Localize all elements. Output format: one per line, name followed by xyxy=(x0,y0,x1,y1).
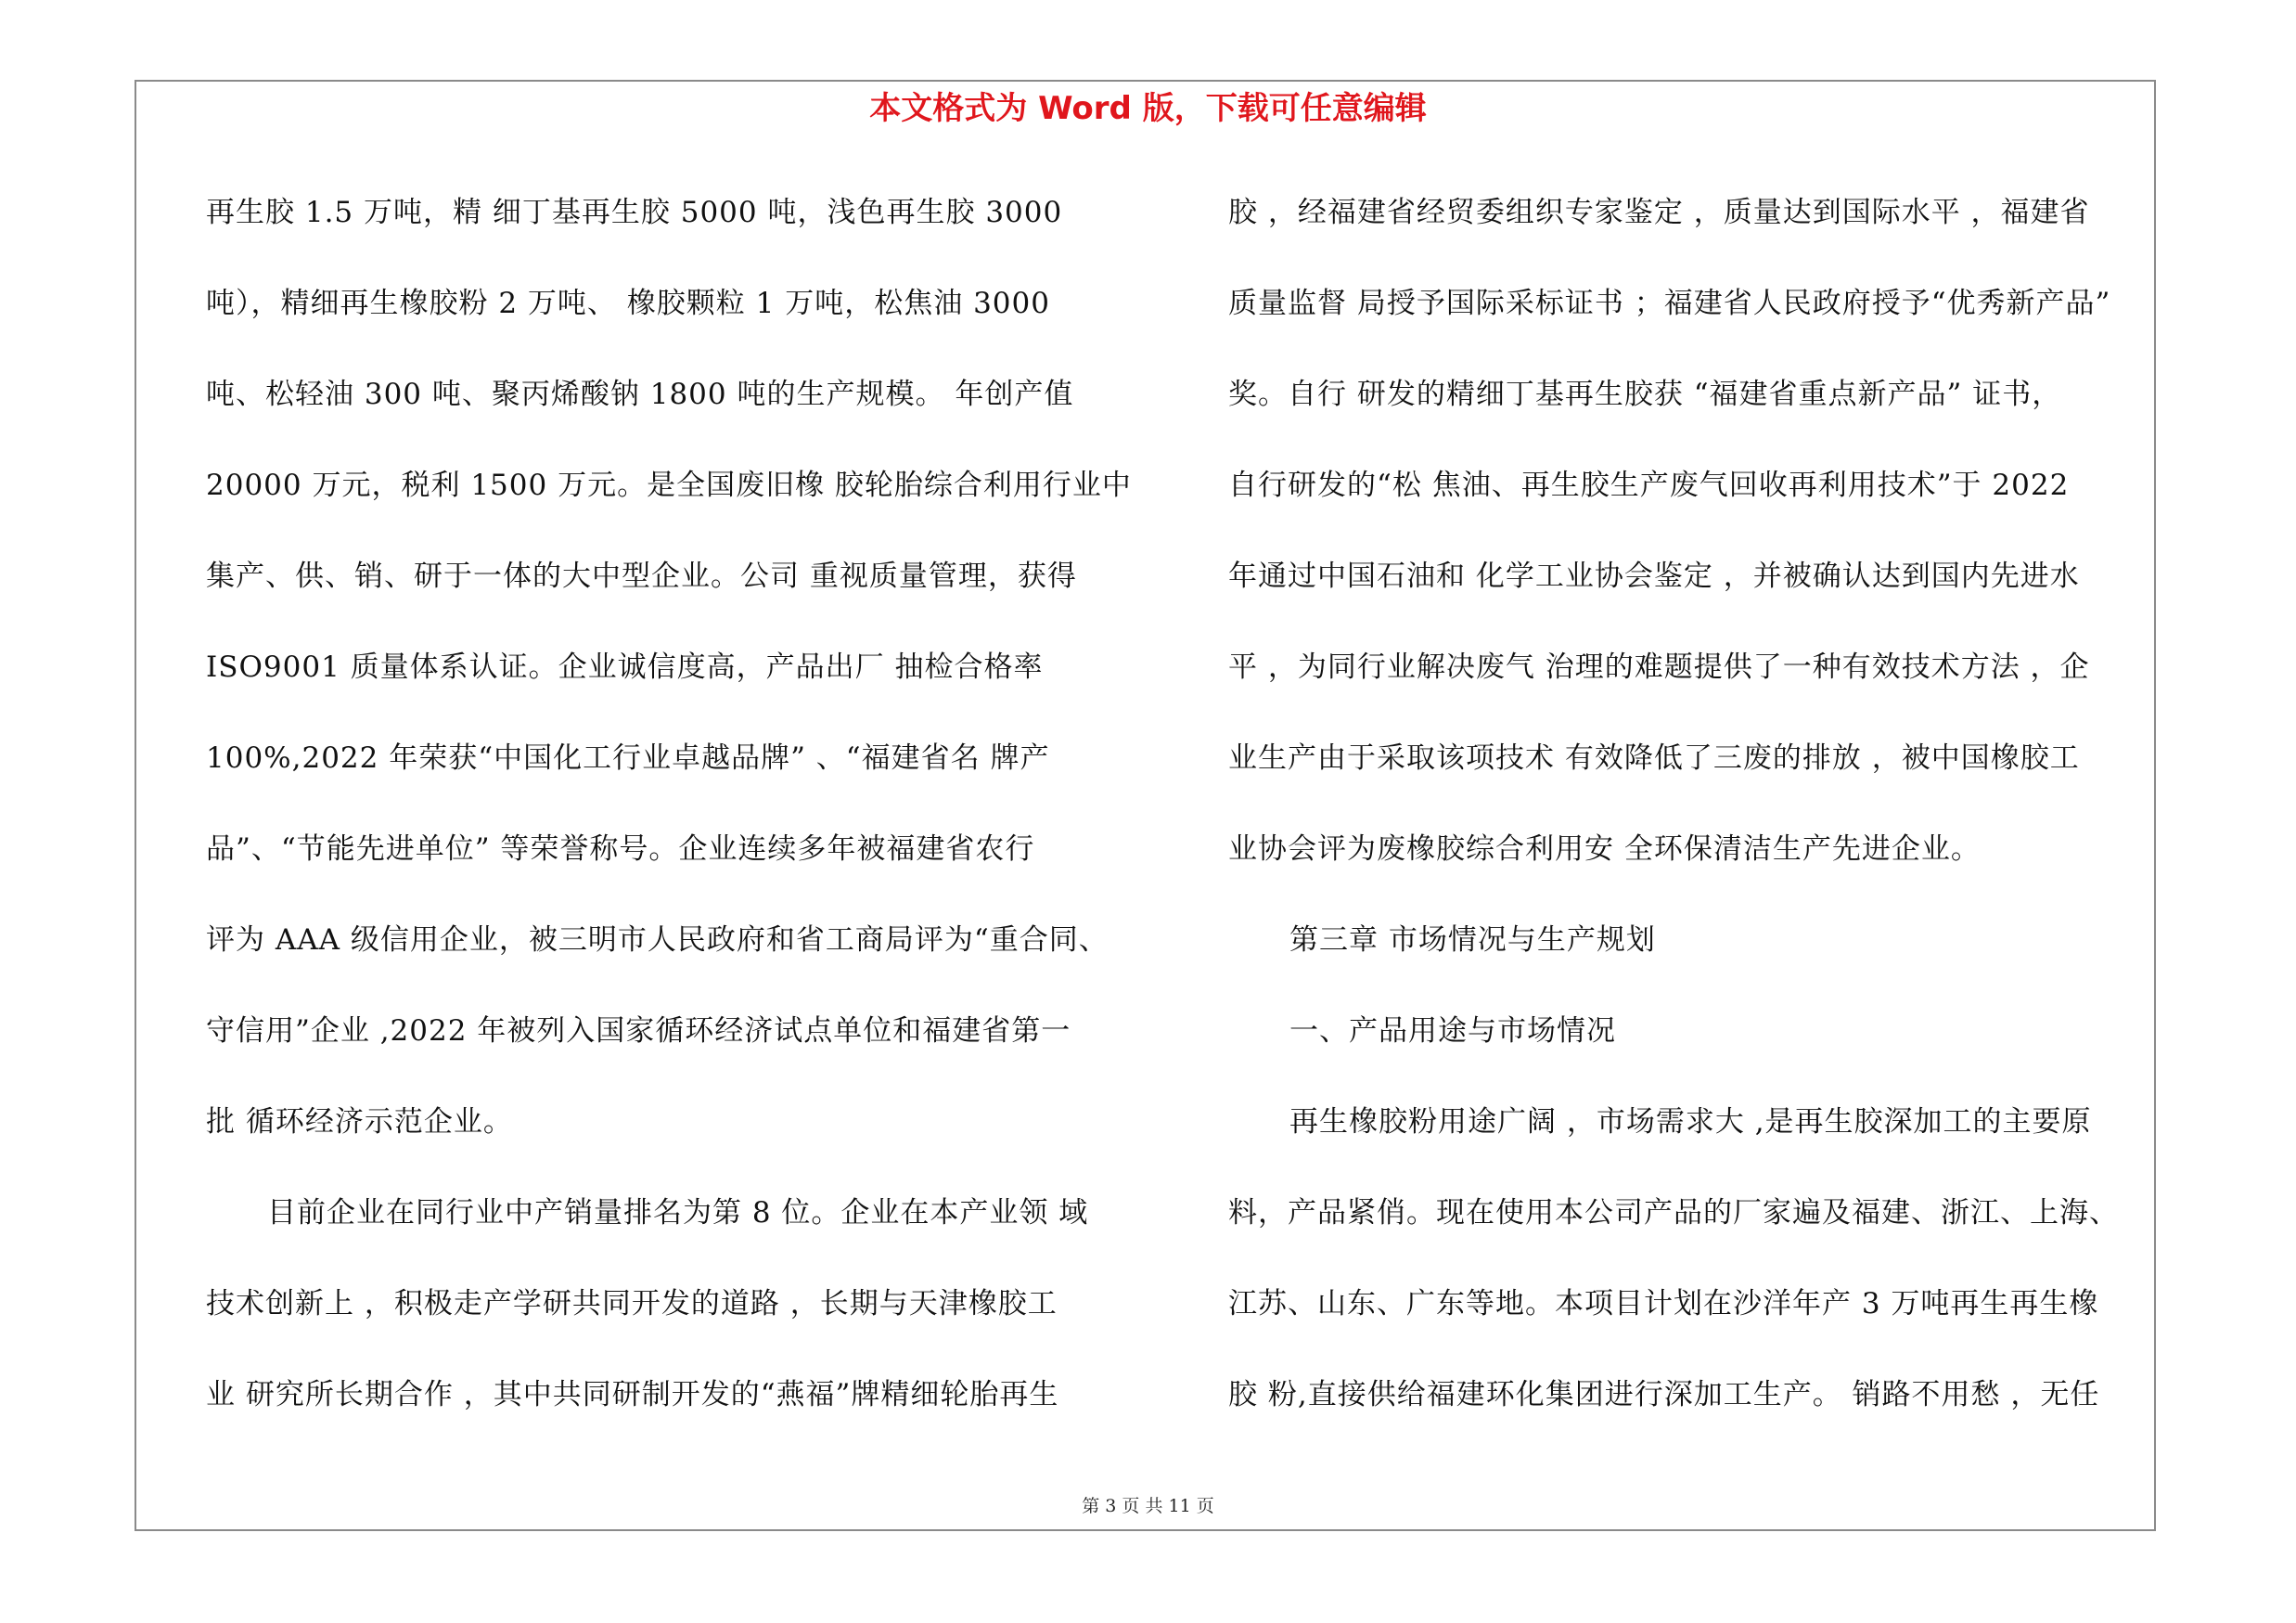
text-line: 质量监督 局授予国际采标证书 ；福建省人民政府授予“优秀新产品” xyxy=(1228,287,2111,320)
text-line: 守信用”企业 ,2022 年被列入国家循环经济试点单位和福建省第一 xyxy=(206,1014,1071,1048)
text-line: ISO9001 质量体系认证。企业诚信度高，产品出厂 抽检合格率 xyxy=(206,650,1044,684)
right-text-column xyxy=(1228,185,2156,1458)
text-line: 评为 AAA 级信用企业，被三明市人民政府和省工商局评为“重合同、 xyxy=(206,923,1109,957)
text-line: 再生胶 1.5 万吨，精 细丁基再生胶 5000 吨，浅色再生胶 3000 xyxy=(206,196,1063,229)
text-line: 批 循环经济示范企业。 xyxy=(206,1105,513,1139)
text-line: 胶 ，经福建省经贸委组织专家鉴定 ，质量达到国际水平 ，福建省 xyxy=(1228,196,2090,229)
text-line: 自行研发的“松 焦油、再生胶生产废气回收再利用技术”于 2022 xyxy=(1228,469,2070,502)
text-line: 年通过中国石油和 化学工业协会鉴定 ，并被确认达到国内先进水 xyxy=(1228,560,2080,593)
header-banner: 本文格式为 Word 版，下载可任意编辑 xyxy=(869,90,1427,127)
text-line: 100%,2022 年荣获“中国化工行业卓越品牌” 、“福建省名 牌产 xyxy=(206,741,1050,775)
text-line: 业 研究所长期合作 ，其中共同研制开发的“燕福”牌精细轮胎再生 xyxy=(206,1378,1059,1411)
paragraph-start-line: 目前企业在同行业中产销量排名为第 8 位。企业在本产业领 域 xyxy=(267,1196,1089,1230)
left-text-column xyxy=(206,185,1154,1458)
section-heading: 一、产品用途与市场情况 xyxy=(1289,1014,1616,1048)
text-line: 奖。自行 研发的精细丁基再生胶获 “福建省重点新产品” 证书， xyxy=(1228,378,2062,411)
text-line: 业生产由于采取该项技术 有效降低了三废的排放 ，被中国橡胶工 xyxy=(1228,741,2080,775)
text-line: 料，产品紧俏。现在使用本公司产品的厂家遍及福建、浙江、上海、 xyxy=(1228,1196,2119,1230)
text-line: 胶 粉,直接供给福建环化集团进行深加工生产。 销路不用愁 ，无任 xyxy=(1228,1378,2100,1411)
text-line: 江苏、山东、广东等地。本项目计划在沙洋年产 3 万吨再生再生橡 xyxy=(1228,1287,2099,1320)
text-line: 品”、“节能先进单位” 等荣誉称号。企业连续多年被福建省农行 xyxy=(206,832,1035,866)
paragraph-start-line: 再生橡胶粉用途广阔 ，市场需求大 ,是再生胶深加工的主要原 xyxy=(1289,1105,2092,1139)
text-line: 集产、供、销、研于一体的大中型企业。公司 重视质量管理，获得 xyxy=(206,560,1077,593)
chapter-heading: 第三章 市场情况与生产规划 xyxy=(1289,923,1656,957)
page-number-footer: 第 3 页 共 11 页 xyxy=(1082,1496,1214,1516)
text-line: 业协会评为废橡胶综合利用安 全环保清洁生产先进企业。 xyxy=(1228,832,1981,866)
text-line: 吨），精细再生橡胶粉 2 万吨、 橡胶颗粒 1 万吨，松焦油 3000 xyxy=(206,287,1050,320)
text-line: 平 ，为同行业解决废气 治理的难题提供了一种有效技术方法 ，企 xyxy=(1228,650,2090,684)
text-line: 20000 万元，税利 1500 万元。是全国废旧橡 胶轮胎综合利用行业中 xyxy=(206,469,1132,502)
text-line: 技术创新上 ，积极走产学研共同开发的道路 ，长期与天津橡胶工 xyxy=(206,1287,1058,1320)
text-line: 吨、松轻油 300 吨、聚丙烯酸钠 1800 吨的生产规模。 年创产值 xyxy=(206,378,1074,411)
